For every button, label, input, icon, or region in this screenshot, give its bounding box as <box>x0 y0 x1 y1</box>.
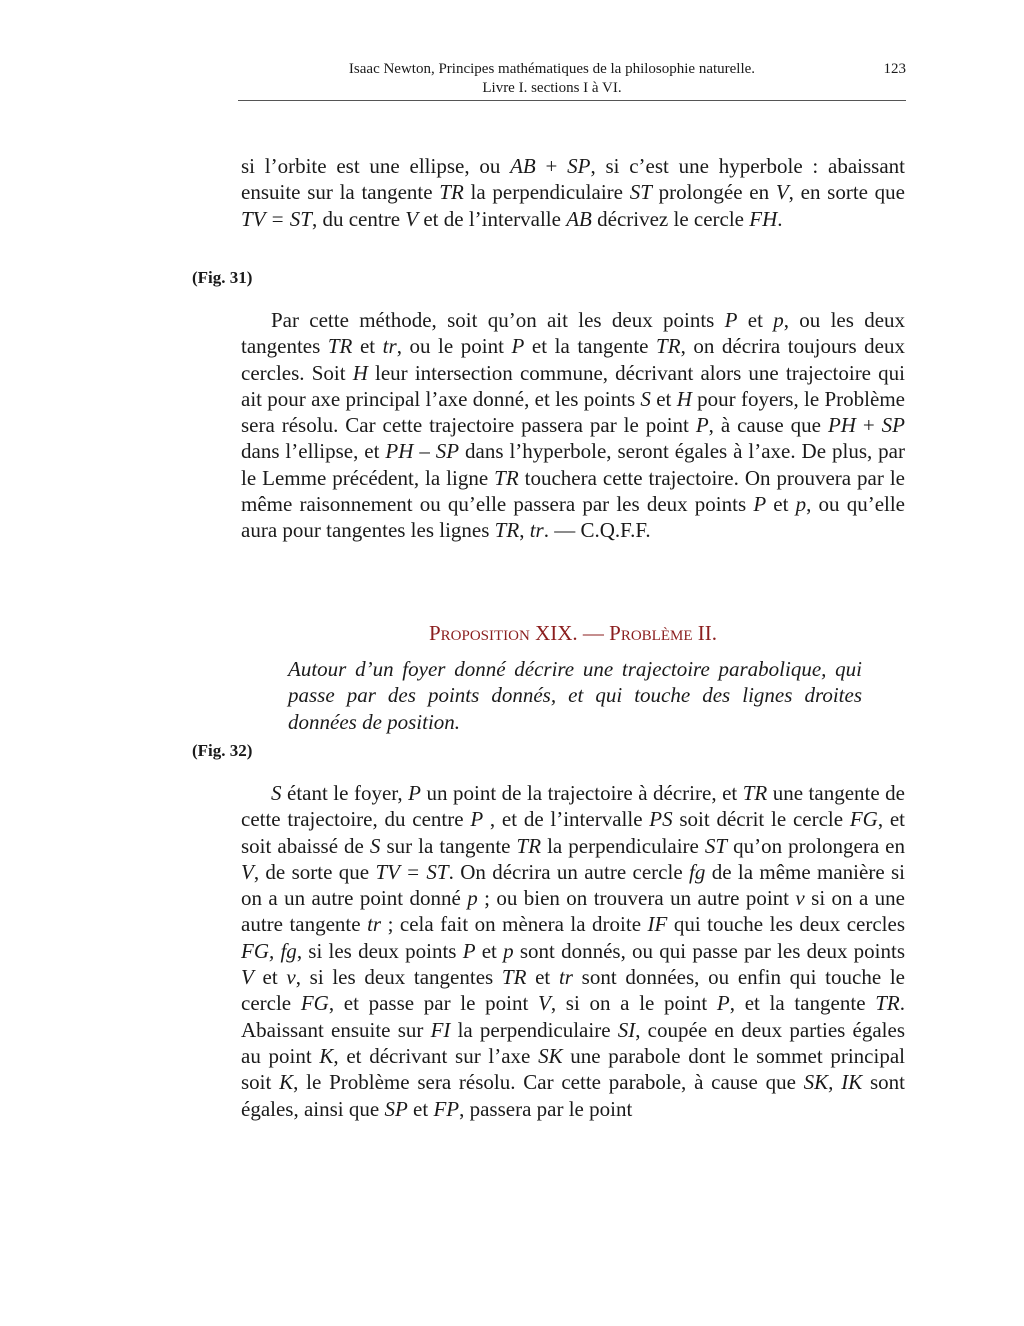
proposition-statement: Autour d’un foyer donné décrire une trajectoire parabolique, qui passe par des points donnés, et qui touche des lignes droites données de position. <box>288 657 862 734</box>
proposition-heading <box>241 620 905 646</box>
figure-reference-31: (Fig. 31) <box>192 268 253 287</box>
figure-reference-32: (Fig. 32) <box>192 741 253 760</box>
running-header <box>238 60 906 101</box>
proposition-number: XIX <box>535 621 573 645</box>
header-title-line1: Isaac Newton, Principes mathématiques de la philosophie naturelle. <box>348 61 756 77</box>
paragraph-1: si l’orbite est une ellipse, ou AB + SP, si c’est une hyperbole : abaissant ensuite sur la tangente TR la perpendiculaire ST prolongée en V, en sorte que TV = ST, du centre V et de l’intervalle AB décrivez le cercle FH. <box>241 154 906 231</box>
paragraph-2: Par cette méthode, soit qu’on ait les deux points P et p, ou les deux tangentes TR et tr, ou le point P et la tangente TR, on décrira toujours deux cercles. Soit H leur intersection commune, décrivant alors une trajectoire qui ait pour axe principal l’axe donné, et les points S et H pour foyers, le Problème sera résolu. Car cette trajectoire passera par le point P, à cause que PH + SP dans l’ellipse, et PH – SP dans l’hyperbole, seront égales à l’axe. De plus, par le Lemme précédent, la ligne TR touchera cette trajectoire. On prouvera par le même raisonnement ou qu’elle passera par les deux points P et p, ou qu’elle aura pour tangentes les lignes TR, tr. — C.Q.F.F. <box>241 308 906 543</box>
paragraph-3: S étant le foyer, P un point de la trajectoire à décrire, et TR une tangente de cette trajectoire, du centre P , et de l’intervalle PS soit décrit le cercle FG, et soit abaissé de S sur la tangente TR la perpendiculaire ST qu’on prolongera en V, de sorte que TV = ST. On décrira un autre cercle fg de la même manière si on a un autre point donné p ; ou bien on trouvera un autre point v si on a une autre tangente tr ; cela fait on mènera la droite IF qui touche les deux cercles FG, fg, si les deux points P et p sont donnés, ou qui passe par les deux points V et v, si les deux tangentes TR et tr sont données, ou enfin qui touche le cercle FG, et passe par le point V, si on a le point P, et la tangente TR. Abaissant ensuite sur FI la perpendiculaire SI, coupée en deux parties égales au point K, et décrivant sur l’axe SK une parabole dont le sommet principal soit K, le Problème sera résolu. Car cette parabole, à cause que SK, IK sont égales, ainsi que SP et FP, passera par le point <box>241 781 906 1121</box>
proposition-word: Proposition <box>428 621 530 645</box>
problem-number: II. <box>697 621 718 645</box>
proposition-dash: . — <box>572 621 610 645</box>
problem-word: Problème <box>609 621 693 645</box>
header-title-line2: Livre I. sections I à VI. <box>482 80 622 96</box>
page-number: 123 <box>883 61 906 77</box>
